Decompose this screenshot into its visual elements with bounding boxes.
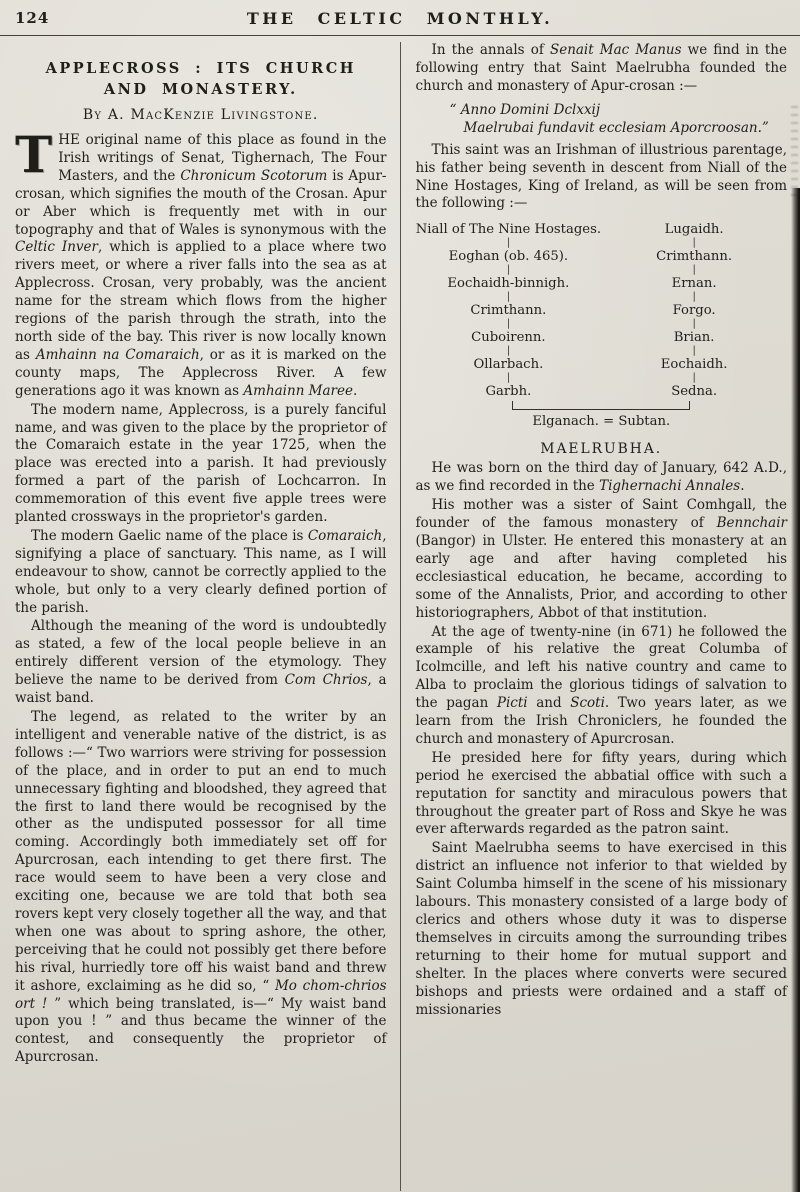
left-column [15,42,400,1191]
paragraph: His mother was a sister of Saint Comhgall, the founder of the famous monastery of Bennchair (Bangor) in Ulster. He entered this monastery at an early age and after having completed his ecclesiastical education, he became, according to some of the Annalists, Prior, and according to other historiographers, Abbot of that institution. [415,497,787,621]
right-column [401,42,788,1191]
two-column-body [0,36,800,1191]
descent-line: | [692,237,696,249]
genealogy-connector-row [416,237,788,249]
quote-line-1: “ Anno Domini Dclxxij [449,101,601,118]
article-title-line-1: APPLECROSS : ITS CHURCH [45,60,356,77]
scan-edge-shadow [791,188,800,1192]
descent-line: | [506,372,511,384]
paragraph: The legend, as related to the writer by an intelligent and venerable native of the district, is as follows :—“ Two warriors were striving for possession of the place, and in order to put an end to much unnecessary fighting and bloodshed, they agreed that the first to land there would be recognised by the other as the undisputed possessor for all time coming. Accordingly both immediately set off for Apurcrosan, each intending to get there first. The race would seem to have been a very close and exciting one, because we are told that both sea rovers kept very closely together all the way, and that when one was about to spring ashore, the other, perceiving that he could not possibly get there before his rival, hurriedly tore off his waist band and threw it ashore, exclaiming as he did so, “ Mo chom-chrios ort ! ” which being translated, is—“ My waist band upon you ! ” and thus became the winner of the contest, and consequently the proprietor of Apurcrosan. [15,709,387,1066]
descent-line: | [506,291,511,303]
descent-line: | [692,372,696,384]
masthead-title: THE CELTIC MONTHLY. [246,9,554,28]
byline: By A. MacKenzie Livingstone. [82,107,319,123]
page-bleed-marks [791,106,798,198]
paragraph: He was born on the third day of January, 642 A.D., as we find recorded in the Tighernachi Annales. [415,460,787,495]
descent-line: | [692,264,696,276]
quote-line-2: Maelrubai fundavit ecclesiam Aporcroosan.” [463,119,769,136]
paragraph-text: HE original name of this place as found in the Irish writings of Senat, Tighernach, The Four Masters, and the Chronicum Scotorum is Apur-crosan, which signifies the mouth of the Crosan. Apur or Aber which is frequently met with in our topography and that of Wales is synonymous with the Celtic Inver, which is applied to a place where two rivers meet, or where a river falls into the sea as at Applecross. Crosan, very probably, was the ancient name for the stream which flows from the higher regions of the parish through the strath, into the north side of the bay. This river is now locally known as Amhainn na Comaraich, or as it is marked on the county maps, The Applecross River. A few generations ago it was known as Amhainn Maree. [15,132,387,399]
genealogy-name: Forgo. [672,303,716,319]
genealogy-row [416,222,788,237]
article-title-line-2: AND MONASTERY. [103,81,298,98]
genealogy-name: Crimthann. [656,249,733,265]
genealogy-name: Ernan. [671,276,717,292]
genealogy-connector-row [416,264,788,276]
genealogy-row [416,276,788,291]
dropcap-initial: T [15,125,53,184]
paragraph [15,125,387,401]
paragraph: In the annals of Senait Mac Manus we find in the following entry that Saint Maelrubha founded the church and monastery of Apur-crosan :— [415,42,787,94]
paragraph: At the age of twenty-nine (in 671) he followed the example of his relative the great Columba of Icolmcille, and left his native country and came to Alba to proclaim the glorious tidings of salvation to the pagan Picti and Scoti. Two years later, as we learn from the Irish Chroniclers, he founded the church and monastery of Apurcrosan. [415,623,787,747]
genealogy-union: Elganach. = Subtan. [532,414,671,430]
paragraph: Although the meaning of the word is undoubtedly as stated, a few of the local people believe in an entirely different version of the etymology. They believe the name to be derived from Com Chrios, a waist band. [15,618,387,707]
genealogy-name: Lugaidh. [664,222,724,238]
genealogy-row [416,303,788,318]
genealogy-row [416,330,788,345]
latin-quote [450,101,788,137]
genealogy-name: Eoghan (ob. 465). [448,249,569,265]
descent-line: | [506,345,511,357]
paragraph: The modern name, Applecross, is a purely fanciful name, and was given to the place by the proprietor of the Comaraich estate in the year 1725, when the place was erected into a parish. It had previously formed a part of the parish of Lochcarron. In commemoration of this event five apple trees were planted crossways in the proprietor's garden. [15,401,387,526]
genealogy-join-line [512,401,690,410]
descent-line: | [506,264,511,276]
descent-line: | [692,345,696,357]
genealogy-name: Ollarbach. [473,357,544,373]
descent-line: | [506,237,511,249]
genealogy-name: Niall of The Nine Hostages. [415,222,602,238]
page-number: 124 [15,9,50,27]
article-title [15,58,387,100]
descent-line: | [692,291,696,303]
genealogy-name: Brian. [673,330,715,346]
paragraph: He presided here for fifty years, during which period he exercised the abbatial office with such a reputation for sanctity and miraculous powers that throughout the greater part of Ross and Skye he was ever afterwards regarded as the patron saint. [415,749,787,838]
genealogy-row [416,249,788,264]
page-header [0,0,800,31]
paragraph: This saint was an Irishman of illustrious parentage, his father being seventh in descent from Niall of the Nine Hostages, King of Ireland, as will be seen from the following :— [415,141,787,212]
genealogy-connector-row [416,345,788,357]
paragraph: The modern Gaelic name of the place is Comaraich, signifying a place of sanctuary. This name, as I will endeavour to show, cannot be correctly applied to the whole, but only to a very clearly defined portion of the parish. [15,527,387,616]
genealogy-connector-row [416,291,788,303]
genealogy-row [416,357,788,372]
genealogy-chart [416,222,788,430]
genealogy-name: Sedna. [671,384,718,400]
genealogy-row [416,384,788,399]
paragraph: Saint Maelrubha seems to have exercised in this district an influence not inferior to that wielded by Saint Columba himself in the scene of his missionary labours. This monastery consisted of a large body of clerics and others whose duty it was to disperse themselves in circuits among the surrounding tribes returning to their home for mutual support and shelter. In the places where converts were secured bishops and priests were ordained and a staff of missionaries [415,840,787,1018]
genealogy-name: Eochaidh-binnigh. [447,276,570,292]
descent-line: | [692,318,696,330]
genealogy-name: Garbh. [485,384,532,400]
descent-line: | [506,318,511,330]
genealogy-connector-row [416,318,788,330]
section-heading-maelrubha: MAELRUBHA. [540,441,663,458]
genealogy-name: Cuboirenn. [471,330,546,346]
genealogy-connector-row [416,372,788,384]
genealogy-name: Eochaidh. [660,357,728,373]
genealogy-name: Crimthann. [470,303,547,319]
